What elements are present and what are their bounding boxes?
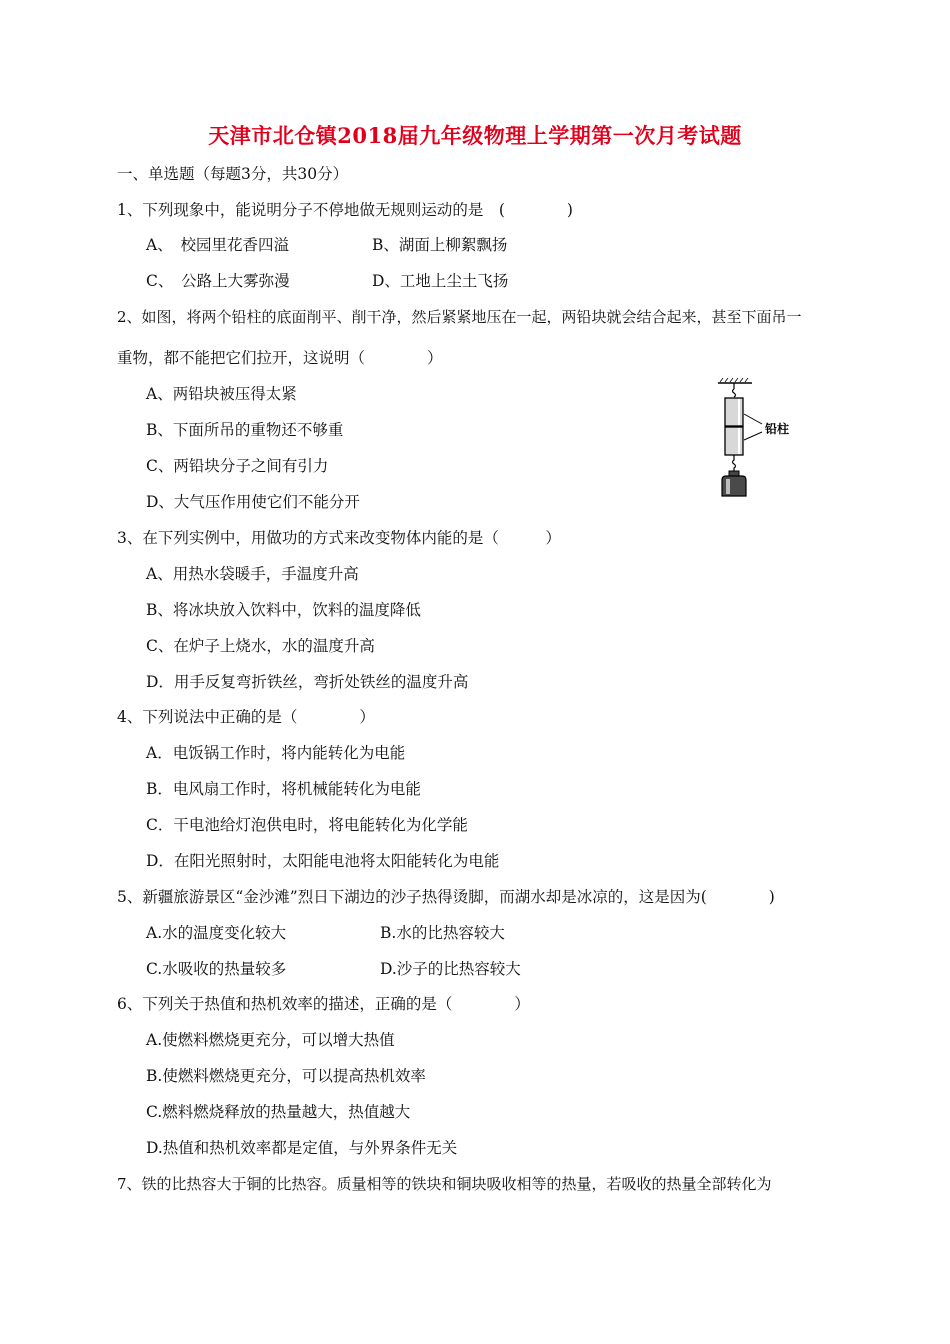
lead-cylinders-figure (712, 378, 802, 500)
question-1-option-a: A、 校园里花香四溢 (146, 236, 289, 254)
question-5-option-b: B.水的比热容较大 (380, 924, 505, 942)
question-4-option-b: B．电风扇工作时，将机械能转化为电能 (146, 780, 421, 798)
question-5-option-c: C.水吸收的热量较多 (146, 960, 287, 978)
question-6-option-a: A.使燃料燃烧更充分，可以增大热值 (146, 1031, 395, 1049)
question-2-option-a: A、两铅块被压得太紧 (146, 385, 297, 403)
lead-cylinders-diagram (712, 378, 802, 500)
question-7-stem: 7、铁的比热容大于铜的比热容。质量相等的铁块和铜块吸收相等的热量，若吸收的热量全部转化为 (117, 1175, 772, 1193)
question-3-option-c: C、在炉子上烧水，水的温度升高 (146, 637, 375, 655)
question-6-option-d: D.热值和热机效率都是定值，与外界条件无关 (146, 1139, 458, 1157)
figure-label: 铅柱 (765, 422, 790, 436)
question-1-option-b: B、湖面上柳絮飘扬 (372, 236, 508, 254)
question-6-option-c: C.燃料燃烧释放的热量越大，热值越大 (146, 1103, 411, 1121)
question-1-option-c: C、 公路上大雾弥漫 (146, 272, 290, 290)
question-1-option-d: D、工地上尘土飞扬 (372, 272, 509, 290)
question-5-stem: 5、新疆旅游景区“金沙滩”烈日下湖边的沙子热得烫脚，而湖水却是冰凉的，这是因为( ) (117, 888, 775, 906)
question-2-stem-line-1: 2、如图，将两个铅柱的底面削平、削干净，然后紧紧地压在一起，两铅块就会结合起来，甚至下面吊一 (117, 308, 802, 326)
question-4-option-c: C．干电池给灯泡供电时，将电能转化为化学能 (146, 816, 468, 834)
question-2-option-b: B、下面所吊的重物还不够重 (146, 421, 344, 439)
question-2-stem-line-2: 重物，都不能把它们拉开，这说明（ ） (117, 349, 443, 367)
question-4-stem: 4、下列说法中正确的是（ ） (117, 708, 375, 726)
question-6-option-b: B.使燃料燃烧更充分，可以提高热机效率 (146, 1067, 426, 1085)
question-4-option-d: D．在阳光照射时，太阳能电池将太阳能转化为电能 (146, 852, 500, 870)
page-title: 天津市北仓镇2018届九年级物理上学期第一次月考试题 (208, 123, 742, 148)
question-6-stem: 6、下列关于热值和热机效率的描述，正确的是（ ） (117, 995, 530, 1013)
question-3-stem: 3、在下列实例中，用做功的方式来改变物体内能的是（ ） (117, 529, 561, 547)
question-3-option-a: A、用热水袋暖手，手温度升高 (146, 565, 359, 583)
section-heading: 一、单选题（每题3分，共30分） (117, 165, 349, 183)
question-5-option-d: D.沙子的比热容较大 (380, 960, 521, 978)
question-2-option-c: C、两铅块分子之间有引力 (146, 457, 329, 475)
question-3-option-b: B、将冰块放入饮料中，饮料的温度降低 (146, 601, 421, 619)
question-3-option-d: D．用手反复弯折铁丝，弯折处铁丝的温度升高 (146, 673, 469, 691)
question-2-option-d: D、大气压作用使它们不能分开 (146, 493, 360, 511)
question-1-stem: 1、下列现象中，能说明分子不停地做无规则运动的是 ( ) (117, 201, 573, 219)
question-4-option-a: A．电饭锅工作时，将内能转化为电能 (146, 744, 406, 762)
question-5-option-a: A.水的温度变化较大 (146, 924, 287, 942)
